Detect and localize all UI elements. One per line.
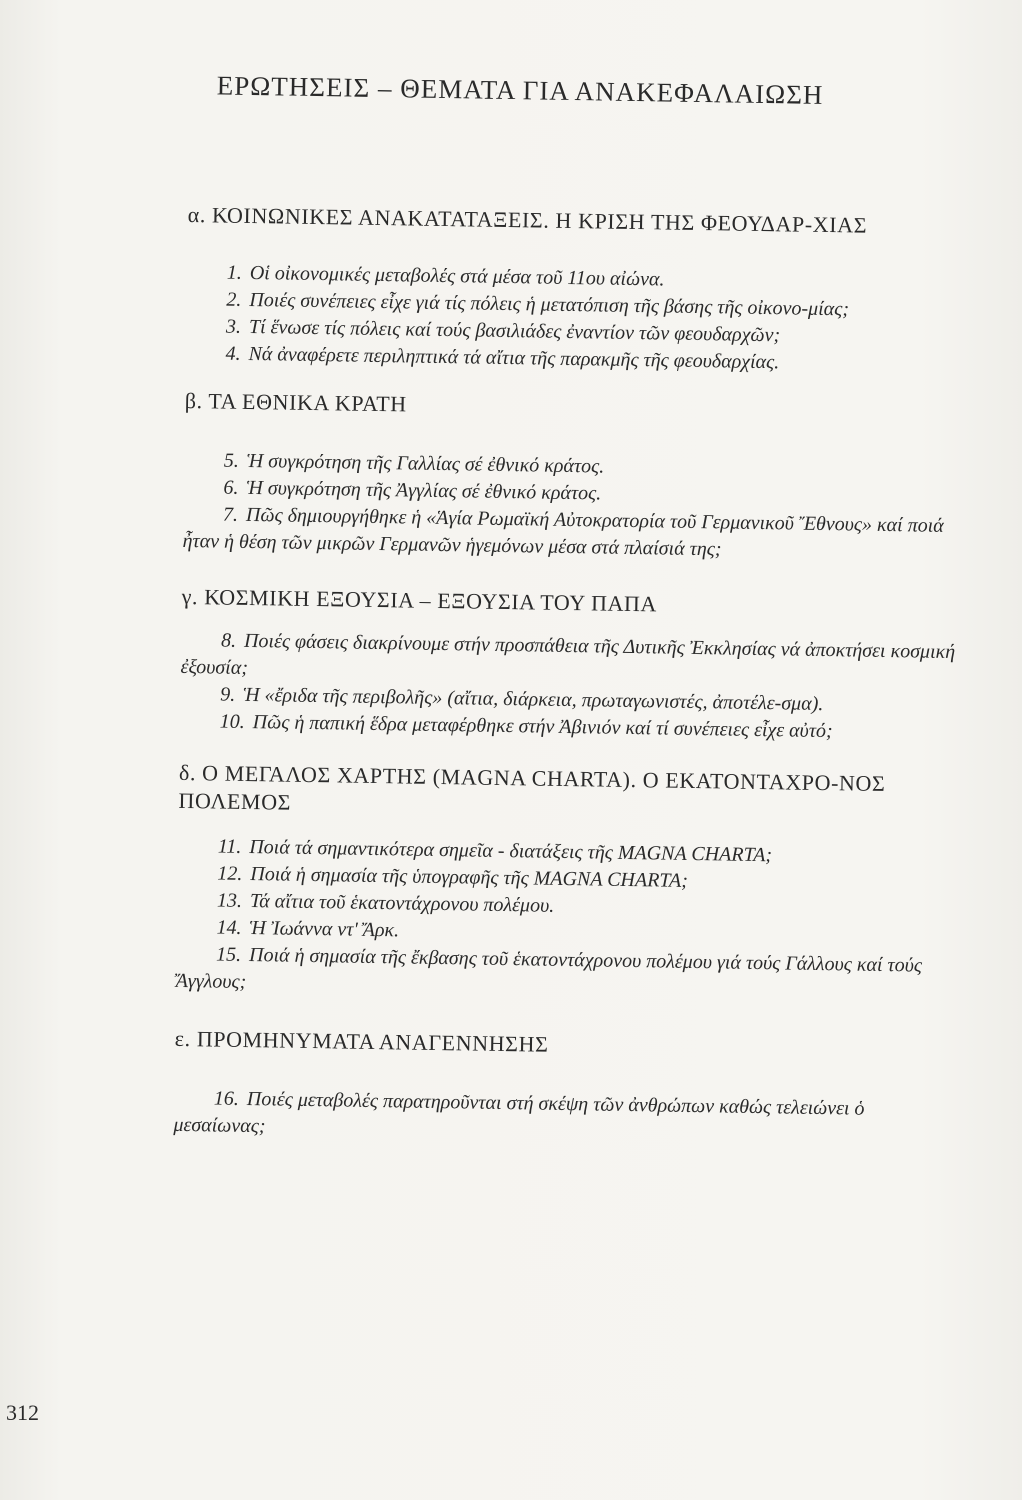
question-item [175, 941, 956, 1007]
question-number: 1. [226, 261, 242, 284]
question-text: Ποιά τά σημαντικότερα σημεῖα - διατάξεις τῆς MAGNA CHARTA; [249, 836, 773, 867]
section-heading: β. ΤΑ ΕΘΝΙΚΑ ΚΡΑΤΗ [184, 387, 407, 417]
question-text: Ποιές συνέπειες εἶχε γιά τίς πόλεις ἡ μετατόπιση τῆς βάσης τῆς οἰκονο-μίας; [249, 288, 850, 321]
page-title: ΕΡΩΤΗΣΕΙΣ – ΘΕΜΑΤΑ ΓΙΑ ΑΝΑΚΕΦΑΛΑΙΩΣΗ [216, 70, 824, 110]
question-item [173, 1085, 954, 1151]
question-text: Τί ἕνωσε τίς πόλεις καί τούς βασιλιάδες ἐναντίον τῶν φεουδαρχῶν; [248, 315, 781, 347]
section-heading: ε. ΠΡΟΜΗΝΥΜΑΤΑ ΑΝΑΓΕΝΝΗΣΗΣ [174, 1025, 549, 1057]
question-number: 15. [215, 943, 242, 966]
question-number: 4. [225, 342, 241, 365]
question-number: 3. [225, 315, 242, 338]
section-d [175, 759, 959, 1007]
question-number: 7. [222, 503, 239, 526]
question-text: Πῶς ἡ παπική ἕδρα μεταφέρθηκε στήν Ἀβινιόν καί τί συνέπειες εἶχε αὐτό; [252, 711, 833, 743]
question-text: Ἡ συγκρότηση τῆς Ἀγγλίας σέ ἐθνικό κράτος. [246, 476, 602, 505]
question-number: 12. [217, 862, 243, 885]
page-number: 312 [6, 1400, 39, 1425]
question-number: 10. [219, 710, 245, 733]
page-content [173, 70, 970, 1151]
question-text: Ἡ «ἔριδα τῆς περιβολῆς» (αἴτια, διάρκεια, πρωταγωνιστές, ἀποτέλε-σμα). [243, 683, 824, 716]
question-text: Ἡ συγκρότηση τῆς Γαλλίας σέ ἐθνικό κράτος. [246, 449, 605, 478]
question-text: Ποιά ἡ σημασία τῆς ὑπογραφῆς τῆς MAGNA CHARTA; [250, 863, 689, 892]
section-c [180, 583, 962, 747]
question-number: 9. [220, 683, 236, 706]
section-heading: γ. ΚΟΣΜΙΚΗ ΕΞΟΥΣΙΑ – ΕΞΟΥΣΙΑ ΤΟΥ ΠΑΠΑ [181, 583, 658, 617]
section-b [182, 387, 965, 567]
section-heading: δ. Ο ΜΕΓΑΛΟΣ ΧΑΡΤΗΣ (MAGNA CHARTA). Ο ΕΚΑΤΟΝΤΑΧΡΟ-ΝΟΣ ΠΟΛΕΜΟΣ [178, 759, 886, 815]
question-number: 11. [217, 835, 242, 858]
question-text: Νά ἀναφέρετε περιληπτικά τά αἴτια τῆς παρακμῆς τῆς φεουδαρχίας. [248, 342, 780, 374]
section-heading: α. ΚΟΙΝΩΝΙΚΕΣ ΑΝΑΚΑΤΑΤΑΞΕΙΣ. Η ΚΡΙΣΗ ΤΗΣ ΦΕΟΥΔΑΡ-ΧΙΑΣ [187, 201, 868, 238]
question-text: Ποιές φάσεις διακρίνουμε στήν προσπάθεια τῆς Δυτικῆς Ἐκκλησίας νά ἀποκτήσει κοσμική ἐξουσία; [180, 629, 956, 679]
question-text: Τά αἴτια τοῦ ἑκατοντάχρονου πολέμου. [249, 890, 555, 917]
question-text: Ἡ Ἰωάννα ντ' Ἄρκ. [249, 917, 400, 942]
question-number: 8. [220, 629, 237, 652]
question-number: 5. [223, 449, 240, 472]
question-text: Ποιές μεταβολές παρατηροῦνται στή σκέψη τῶν ἀνθρώπων καθώς τελειώνει ὁ μεσαίωνας; [173, 1088, 865, 1138]
question-number: 13. [216, 889, 243, 912]
section-e [173, 1025, 955, 1151]
question-text: Πῶς δημιουργήθηκε ἡ «Ἁγία Ρωμαϊκή Αὐτοκρατορία τοῦ Γερμανικοῦ Ἔθνους» καί ποιά ἦταν ἡ θέση τῶν μικρῶν Γερμανῶν ἡγεμόνων μέσα στά πλαίσιά της; [182, 503, 944, 561]
question-item [182, 501, 963, 567]
question-number: 2. [226, 288, 242, 311]
question-number: 6. [223, 476, 239, 499]
section-a [185, 201, 968, 379]
question-number: 16. [213, 1087, 240, 1110]
question-text: Ποιά ἡ σημασία τῆς ἔκβασης τοῦ ἑκατοντάχρονου πολέμου γιά τούς Γάλλους καί τούς Ἄγγλους; [175, 944, 923, 993]
question-number: 14. [216, 916, 242, 939]
question-text: Οἱ οἰκονομικές μεταβολές στά μέσα τοῦ 11ου αἰώνα. [249, 261, 665, 291]
